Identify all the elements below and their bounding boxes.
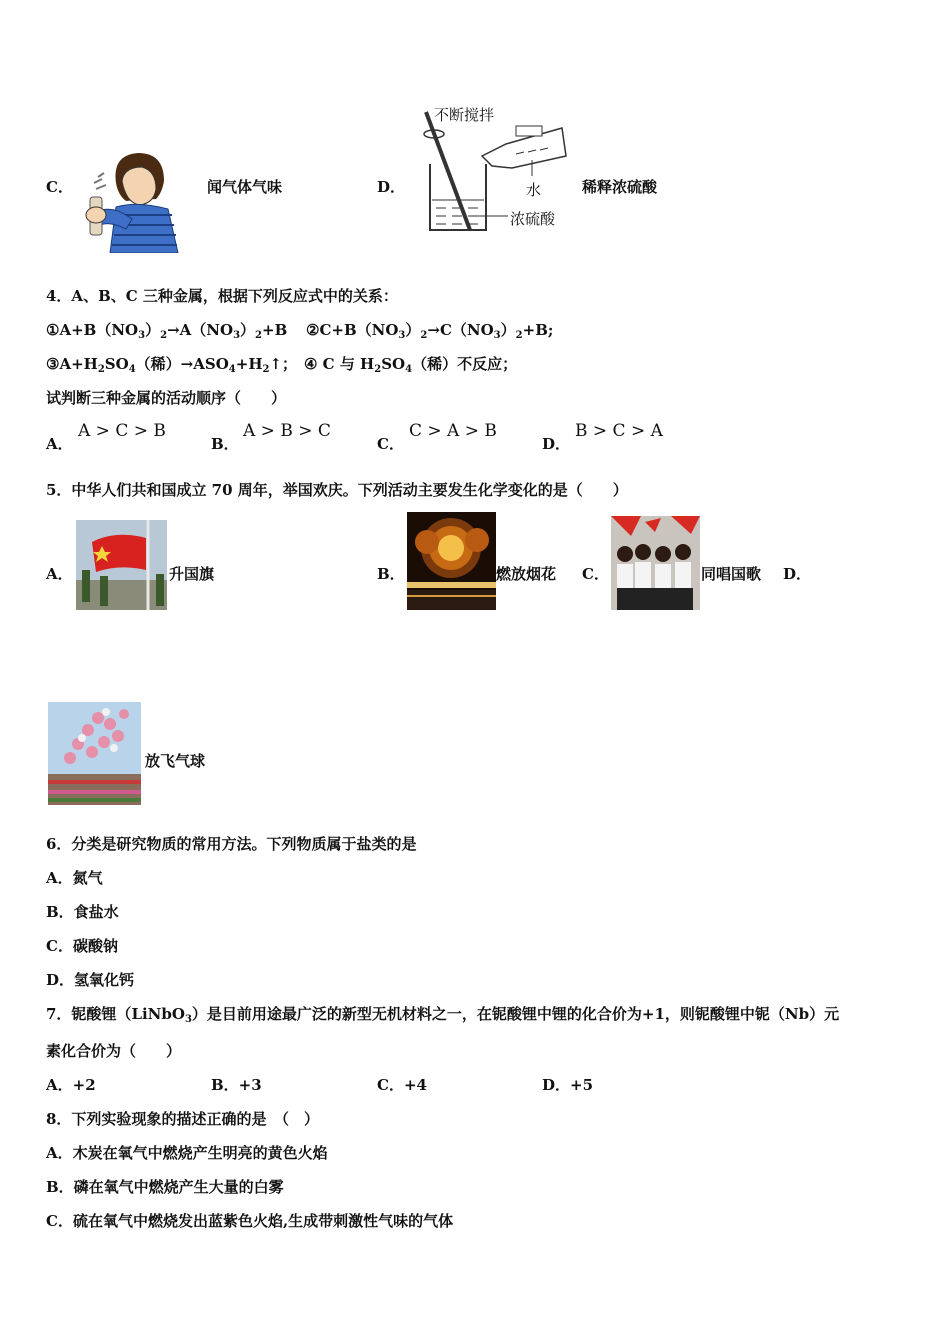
q3-option-d-caption: 稀释浓硫酸: [582, 178, 658, 196]
q6-option-c[interactable]: C．碳酸钠: [46, 937, 118, 955]
q3-option-c-caption: 闻气体气味: [207, 178, 283, 196]
q5-stem: 5．中华人们共和国成立 70 周年，举国欢庆。下列活动主要发生化学变化的是（ ）: [46, 481, 628, 499]
balloons-release-photo: [48, 702, 141, 805]
q4-question: 试判断三种金属的活动顺序（ ）: [46, 389, 287, 407]
q4-reaction-4: ④ C 与 $H_2SO_4$（稀）不反应；: [304, 355, 518, 375]
q8-stem: 8．下列实验现象的描述正确的是 （ ）: [46, 1110, 319, 1128]
singing-anthem-photo: [611, 516, 700, 610]
q3-option-d-label[interactable]: D．: [377, 178, 406, 196]
q4-option-c-label[interactable]: C．: [377, 435, 404, 453]
q7-option-b[interactable]: B．+3: [211, 1076, 262, 1094]
q5-option-c-label[interactable]: C．: [582, 565, 609, 583]
q4-option-a-value[interactable]: A > C > B: [78, 421, 166, 441]
q7-option-c[interactable]: C．+4: [377, 1076, 427, 1094]
q6-stem: 6．分类是研究物质的常用方法。下列物质属于盐类的是: [46, 835, 417, 853]
q5-option-b-label[interactable]: B．: [377, 565, 405, 583]
q5-option-d-label[interactable]: D．: [783, 565, 812, 583]
q7-stem-line-1: 7．铌酸锂（LiNbO$_3$）是目前用途最广泛的新型无机材料之一，在铌酸锂中锂的化合价为+1，则铌酸锂中铌（Nb）元: [46, 1005, 840, 1025]
q5-option-c-caption: 同唱国歌: [701, 565, 762, 583]
figure-label-concentrated-acid: 浓硫酸: [510, 210, 556, 228]
q5-option-a-label[interactable]: A．: [46, 565, 73, 583]
flag-raising-photo: [76, 520, 167, 610]
q7-option-a[interactable]: A．+2: [46, 1076, 96, 1094]
q5-option-b-caption: 燃放烟花: [496, 565, 557, 583]
q3-option-c-label[interactable]: C．: [46, 178, 73, 196]
q7-option-d[interactable]: D．+5: [542, 1076, 594, 1094]
q4-reaction-3: $③A+H_2SO_4$（稀）$\to ASO_4+H_2↑$；: [46, 355, 298, 375]
q4-stem: 4．A、B、C 三种金属，根据下列反应式中的关系：: [46, 287, 398, 305]
q4-option-b-label[interactable]: B．: [211, 435, 239, 453]
q8-option-a[interactable]: A．木炭在氧气中燃烧产生明亮的黄色火焰: [46, 1144, 328, 1162]
q8-option-b[interactable]: B．磷在氧气中燃烧产生大量的白雾: [46, 1178, 284, 1196]
smell-gas-illustration: [76, 145, 180, 253]
q5-option-a-caption: 升国旗: [169, 565, 215, 583]
fireworks-photo: [407, 512, 496, 610]
q4-option-d-value[interactable]: B > C > A: [575, 421, 663, 441]
figure-label-water: 水: [526, 181, 542, 199]
q7-stem-line-2: 素化合价为（ ）: [46, 1042, 182, 1060]
figure-label-stir: 不断搅拌: [434, 106, 495, 124]
q4-reaction-2: $②C+B(NO_3)_2\to C(NO_3)_2+B$;: [306, 321, 554, 341]
q4-option-c-value[interactable]: C > A > B: [409, 421, 497, 441]
q4-option-d-label[interactable]: D．: [542, 435, 571, 453]
q6-option-b[interactable]: B．食盐水: [46, 903, 119, 921]
q4-option-a-label[interactable]: A．: [46, 435, 73, 453]
q4-option-b-value[interactable]: A > B > C: [243, 421, 331, 441]
q6-option-d[interactable]: D．氢氧化钙: [46, 971, 135, 989]
q6-option-a[interactable]: A．氮气: [46, 869, 103, 887]
q4-reaction-1: $①A+B(NO_3)_2\to A(NO_3)_2+B$: [46, 321, 288, 341]
q8-option-c[interactable]: C．硫在氧气中燃烧发出蓝紫色火焰,生成带刺激性气味的气体: [46, 1212, 454, 1230]
q5-option-d-caption: 放飞气球: [145, 752, 206, 770]
